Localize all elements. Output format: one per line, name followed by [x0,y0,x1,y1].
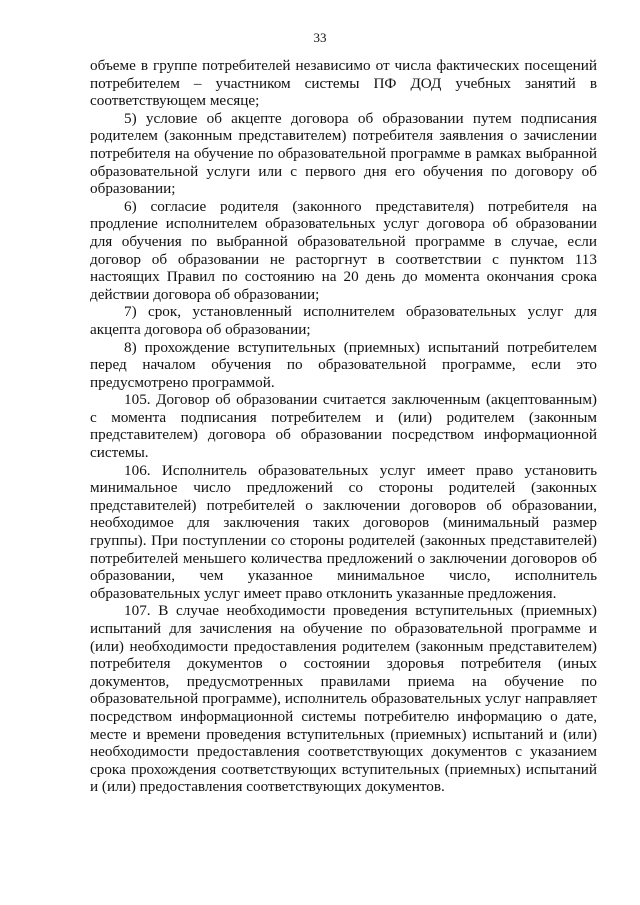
page-number: 33 [313,30,327,45]
paragraph-item-5: 5) условие об акцепте договора об образовании путем подписания родителем (законным представителем) потребителя заявления о зачислении потребителя на обучение по образовательной программе в рамках выбранной образовательной услуги или с первого дня его обучения по договору об образовании; [90,109,597,198]
paragraph-continuation: объеме в группе потребителей независимо от числа фактических посещений потребителем – участником системы ПФ ДОД учебных занятий в соответствующем месяце; [90,57,597,110]
paragraph-item-6: 6) согласие родителя (законного представителя) потребителя на продление исполнителем образовательных услуг договора об образовании для обучения по выбранной образовательной программе в случае, если договор об образовании не расторгнут в соответствии с пунктом 113 настоящих Правил по состоянию на 20 день до момента окончания срока действии договора об образовании; [90,197,597,303]
document-body [90,57,597,796]
paragraph-107: 107. В случае необходимости проведения вступительных (приемных) испытаний для зачисления на обучение по образовательной программе и (или) необходимости предоставления родителем (законным представителем) потребителя документов о состоянии здоровья потребителя (иных документов, предусмотренных правилами приема на обучение по образовательной программе), исполнитель образовательных услуг направляет посредством информационной системы потребителю информацию о дате, месте и времени проведения вступительных (приемных) испытаний и (или) необходимости предоставления соответствующих документов с указанием срока прохождения соответствующих вступительных (приемных) испытаний и (или) предоставления соответствующих документов. [90,602,597,796]
paragraph-106: 106. Исполнитель образовательных услуг имеет право установить минимальное число предложений со стороны родителей (законных представителей) потребителей о заключении договоров об образовании, необходимое для заключения таких договоров (минимальный размер группы). При поступлении со стороны родителей (законных представителей) потребителей меньшего количества предложений о заключении договоров об образовании, чем указанное минимальное число, исполнитель образовательных услуг имеет право отклонить указанные предложения. [90,461,597,602]
paragraph-item-8: 8) прохождение вступительных (приемных) испытаний потребителем перед началом обучения по образовательной программе, если это предусмотрено программой. [90,338,597,391]
paragraph-item-7: 7) срок, установленный исполнителем образовательных услуг для акцепта договора об образовании; [90,303,597,338]
paragraph-105: 105. Договор об образовании считается заключенным (акцептованным) с момента подписания потребителем и (или) родителем (законным представителем) договора об образовании посредством информационной системы. [90,391,597,462]
